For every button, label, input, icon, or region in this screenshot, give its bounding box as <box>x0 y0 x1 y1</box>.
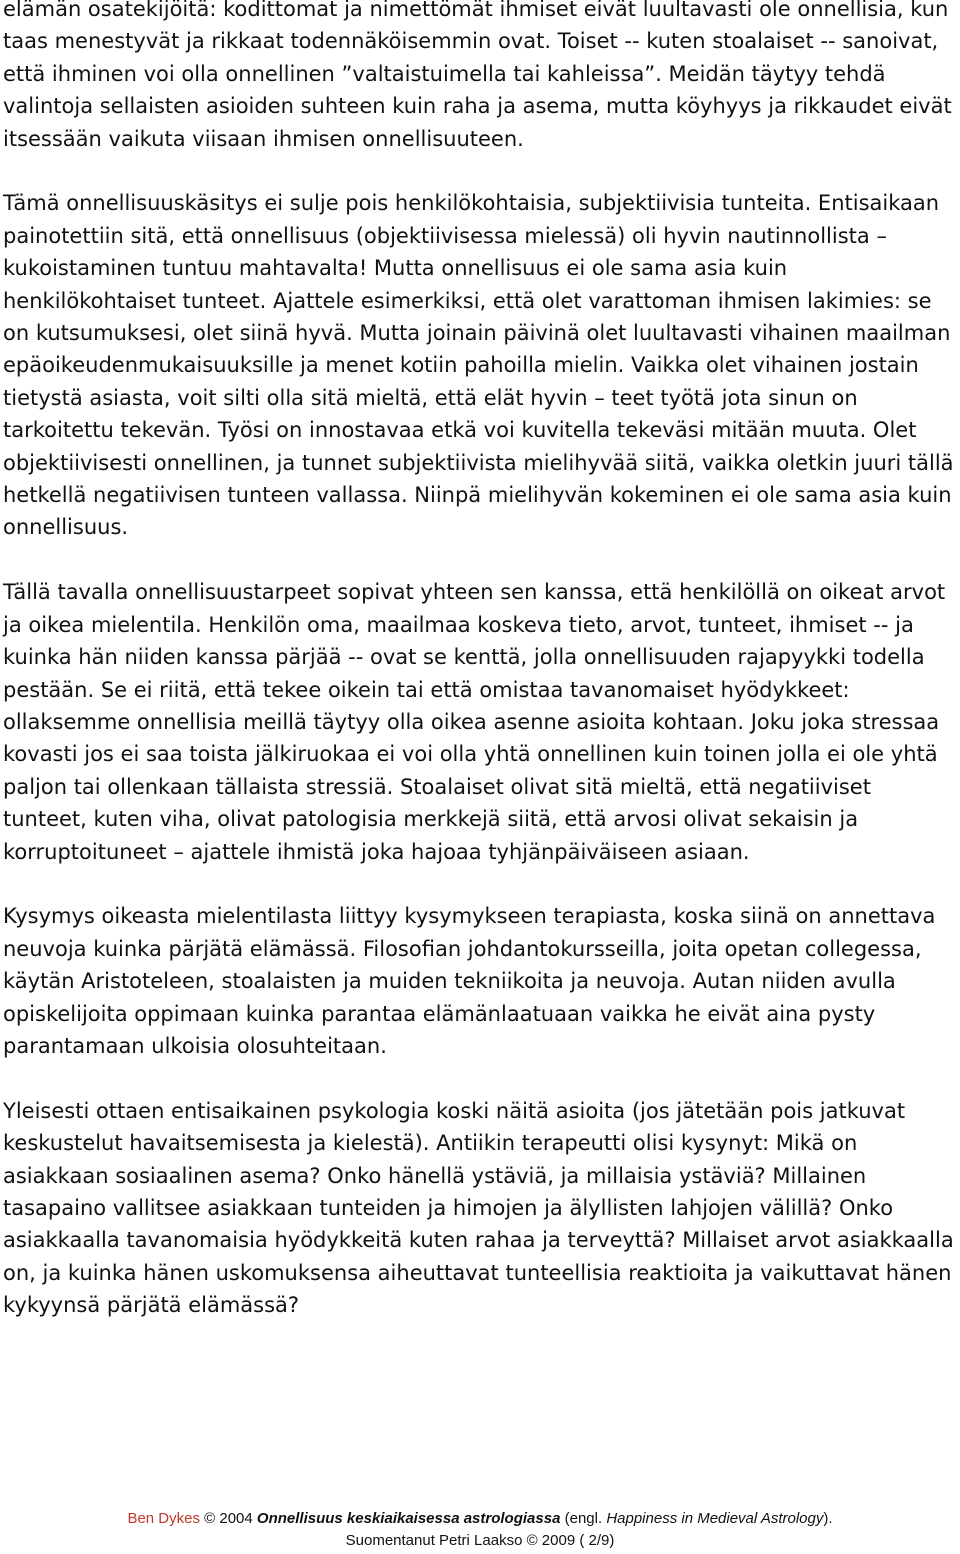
page-footer <box>0 1508 960 1552</box>
paragraph-4: Kysymys oikeasta mielentilasta liittyy kysymykseen terapiasta, koska siinä on annettava neuvoja kuinka pärjätä elämässä. Filosofian johdantokursseilla, joita opetan collegessa, käytän Aristoteleen, stoalaisten ja muiden tekniikoita ja neuvoja. Autan niiden avulla opiskelijoita oppimaan kuinka parantaa elämänlaatuaan vaikka he eivät aina pysty parantamaan ulkoisia olosuhteitaan. <box>3 904 936 1058</box>
footer-engl-suffix: ). <box>823 1510 833 1527</box>
footer-engl-title: Happiness in Medieval Astrology <box>606 1510 824 1527</box>
footer-line-1 <box>0 1508 960 1530</box>
footer-copyright-year: © 2004 <box>204 1510 253 1527</box>
paragraph-2: Tämä onnellisuuskäsitys ei sulje pois henkilökohtaisia, subjektiivisia tunteita. Entisaikaan painotettiin sitä, että onnellisuus (objektiivisessa mielessä) oli hyvin nautinnollista – kukoistaminen tuntuu mahtavalta! Mutta onnellisuus ei ole sama asia kuin henkilökohtaiset tunteet. Ajattele esimerkiksi, että olet varattoman ihmisen lakimies: se on kutsumuksesi, olet siinä hyvä. Mutta joinain päivinä olet luultavasti vihainen maailman epäoikeudenmukaisuuksille ja menet kotiin pahoilla mielin. Vaikka olet vihainen jostain tietystä asiasta, voit silti olla sitä mieltä, että elät hyvin – teet työtä jota sinun on tarkoitettu tekevän. Työsi on innostavaa etkä voi kuvitella tekeväsi mitään muuta. Olet objektiivisesti onnellinen, ja tunnet subjektiivista mielihyvää siitä, vaikka oletkin juuri tällä hetkellä negatiivisen tunteen vallassa. Niinpä mielihyvän kokeminen ei ole sama asia kuin onnellisuus. <box>3 191 954 540</box>
paragraph-1: elämän osatekijöitä: kodittomat ja nimettömät ihmiset eivät luultavasti ole onnellisia, kun taas menestyvät ja rikkaat todennäköisemmin ovat. Toiset -- kuten stoalaiset -- sanoivat, että ihminen voi olla onnellinen ”valtaistuimella tai kahleissa”. Meidän täytyy tehdä valintoja sellaisten asioiden suhteen kuin raha ja asema, mutta köyhyys ja rikkaudet eivät itsessään vaikuta viisaan ihmisen onnellisuuteen. <box>3 0 952 151</box>
paragraph-3: Tällä tavalla onnellisuustarpeet sopivat yhteen sen kanssa, että henkilöllä on oikeat arvot ja oikea mielentila. Henkilön oma, maailmaa koskeva tieto, arvot, tunteet, ihmiset -- ja kuinka hän niiden kanssa pärjää -- ovat se kenttä, jolla onnellisuuden rajapyykki todella pestään. Se ei riitä, että tekee oikein tai että omistaa tavanomaiset hyödykkeet: ollaksemme onnellisia meillä täytyy olla oikea asenne asioita kohtaan. Joku joka stressaa kovasti jos ei saa toista jälkiruokaa ei voi olla yhtä onnellinen kuin toinen jolla ei ole yhtä paljon tai ollenkaan tällaista stressiä. Stoalaiset olivat sitä mieltä, että negatiiviset tunteet, kuten viha, olivat patologisia merkkejä siitä, että arvosi olivat sekaisin ja korruptoituneet – ajattele ihmistä joka hajoaa tyhjänpäiväiseen asiaan. <box>3 580 946 864</box>
footer-author: Ben Dykes <box>127 1510 200 1527</box>
footer-engl-prefix: (engl. <box>564 1510 607 1527</box>
paragraph-5: Yleisesti ottaen entisaikainen psykologia koski näitä asioita (jos jätetään pois jatkuvat keskustelut havaitsemisesta ja kielestä). Antiikin terapeutti olisi kysynyt: Mikä on asiakkaan sosiaalinen asema? Onko hänellä ystäviä, ja millaisia ystäviä? Millainen tasapaino vallitsee asiakkaan tunteiden ja himojen ja älyllisten lahjojen välillä? Onko asiakkaalla tavanomaisia hyödykkeitä kuten rahaa ja terveyttä? Millaiset arvot asiakkaalla on, ja kuinka hänen uskomuksensa aiheuttavat tunteellisia reaktioita ja vaikuttavat hänen kykyynsä pärjätä elämässä? <box>3 1098 954 1318</box>
body-text <box>3 0 958 1354</box>
footer-title: Onnellisuus keskiaikaisessa astrologiassa <box>256 1510 561 1527</box>
footer-translator: Suomentanut Petri Laakso © 2009 ( 2/9) <box>345 1532 615 1549</box>
